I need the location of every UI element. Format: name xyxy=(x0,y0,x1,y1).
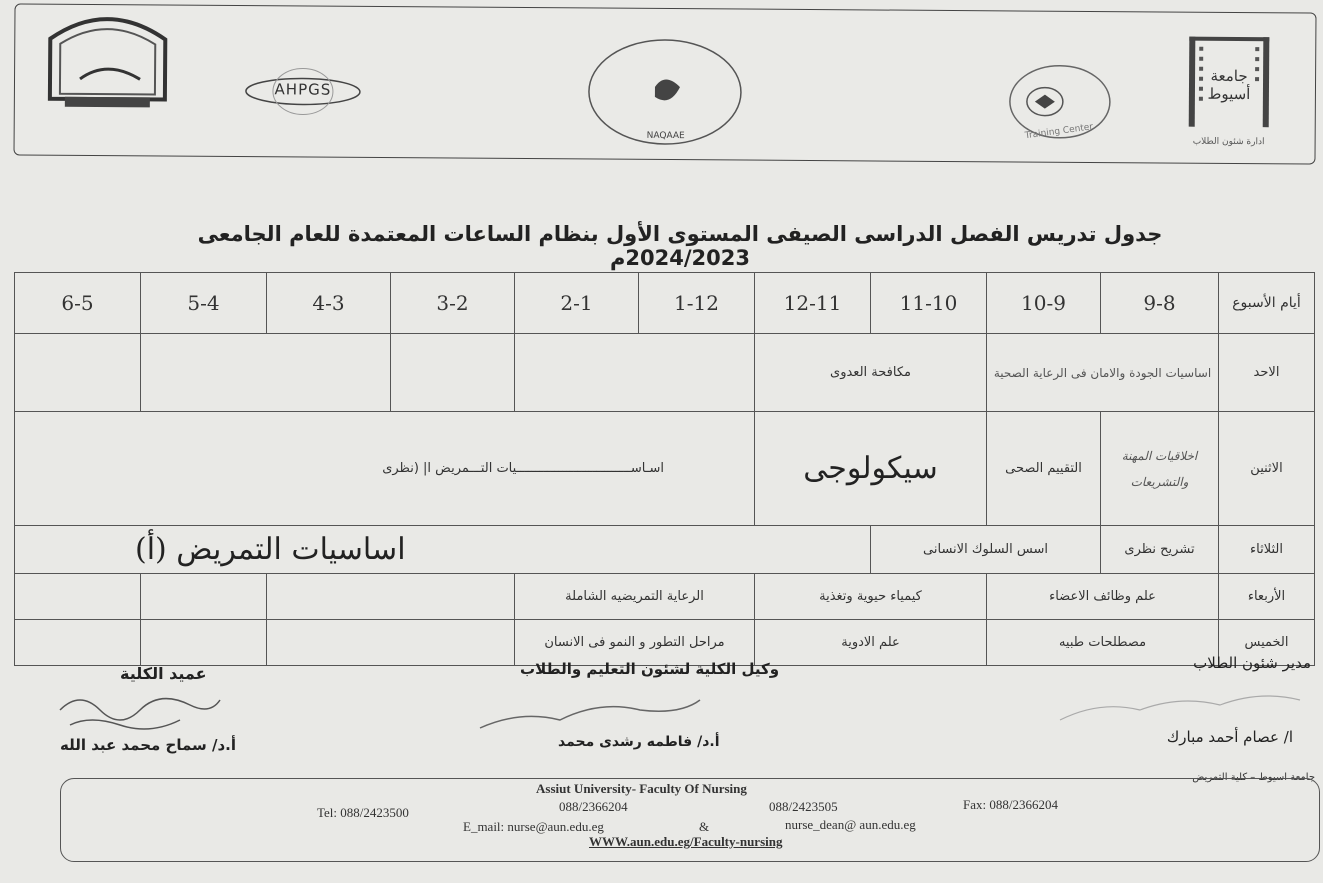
vice-dean-title: وكيل الكلية لشئون التعليم والطلاب xyxy=(520,660,780,678)
logo-university-text: جامعة أسيوط xyxy=(1207,66,1251,104)
course-nursing-fundamentals-a xyxy=(15,526,871,574)
slot-header: 3-2 xyxy=(391,273,515,334)
footer-tel: Tel: 088/2423500 xyxy=(317,805,409,820)
header-logos-box xyxy=(13,3,1316,164)
slot-header: 6-5 xyxy=(15,273,141,334)
course-name: اسـاســــــــــــــــــــــــــــــيات التـــمريض ا| (نظرى xyxy=(382,461,664,476)
slot-header: 9-8 xyxy=(1101,273,1219,334)
empty-cell xyxy=(15,620,141,666)
slot-header: 5-4 xyxy=(141,273,267,334)
empty-cell xyxy=(15,574,141,620)
student-affairs-title: مدير شئون الطلاب xyxy=(1193,654,1311,672)
slot-header: 4-3 xyxy=(267,273,391,334)
naqaae-text: NAQAAE xyxy=(646,130,685,142)
course-quality-safety xyxy=(987,334,1219,412)
row-tuesday xyxy=(15,526,1315,574)
course-psychology xyxy=(755,412,987,526)
empty-cell xyxy=(15,334,141,412)
day-label-sunday: الاحد xyxy=(1219,334,1315,412)
day-label-wednesday: الأربعاء xyxy=(1219,574,1315,620)
row-sunday xyxy=(15,334,1315,412)
course-anatomy: تشريح نظرى xyxy=(1101,526,1219,574)
naqaae-logo xyxy=(585,36,746,147)
footer-website-link[interactable]: WWW.aun.edu.eg/Faculty-nursing xyxy=(589,834,783,849)
course-name: اساسيات التمريض (أ) xyxy=(135,532,406,567)
empty-cell xyxy=(141,574,267,620)
training-center-text: Training Center xyxy=(1024,122,1094,142)
row-monday xyxy=(15,412,1315,526)
signature-scribbles xyxy=(0,680,1323,740)
day-label-monday: الاثنين xyxy=(1219,412,1315,526)
dean-title: عميد الكلية xyxy=(120,664,207,683)
empty-cell xyxy=(141,620,267,666)
row-thursday xyxy=(15,620,1315,666)
footer-phone-3: 088/2423505 xyxy=(769,799,838,814)
footer-amp: & xyxy=(699,819,710,834)
ahpgs-logo xyxy=(243,66,363,117)
footer-arabic-label: جامعة اسيوط – كلية التمريض xyxy=(1192,772,1315,783)
course-human-development: مراحل التطور و النمو فى الانسان xyxy=(515,620,755,666)
course-terminology: مصطلحات طبيه xyxy=(987,620,1219,666)
row-wednesday xyxy=(15,574,1315,620)
empty-cell xyxy=(267,574,515,620)
slot-header: 1-12 xyxy=(639,273,755,334)
dean-name: أ.د/ سماح محمد عبد الله xyxy=(60,736,237,754)
course-biochemistry: كيمياء حيوية وتغذية xyxy=(755,574,987,620)
footer-email-1: E_mail: nurse@aun.edu.eg xyxy=(463,819,604,834)
schedule-table xyxy=(14,272,1315,666)
faculty-seal-logo xyxy=(45,9,171,120)
course-ethics xyxy=(1101,412,1219,526)
course-health-assessment: التقييم الصحى xyxy=(987,412,1101,526)
course-physiology: علم وظائف الاعضاء xyxy=(987,574,1219,620)
table-header-row xyxy=(15,273,1315,334)
vice-dean-name: أ.د/ فاطمه رشدى محمد xyxy=(558,734,720,750)
slot-header: 10-9 xyxy=(987,273,1101,334)
schedule-title: جدول تدريس الفصل الدراسى الصيفى المستوى الأول بنظام الساعات المعتمدة للعام الجامعى 2024/2023م xyxy=(197,222,1163,270)
course-nursing-fundamentals-2 xyxy=(15,412,755,526)
empty-cell xyxy=(391,334,515,412)
assiut-university-logo xyxy=(1169,27,1290,153)
course-human-behavior: اسس السلوك الانسانى xyxy=(871,526,1101,574)
days-column-header: أيام الأسبوع xyxy=(1219,273,1315,334)
footer-fax: Fax: 088/2366204 xyxy=(963,797,1058,812)
day-label-thursday: الخميس xyxy=(1219,620,1315,666)
footer-university: Assiut University- Faculty Of Nursing xyxy=(536,781,747,796)
slot-header: 12-11 xyxy=(755,273,871,334)
course-name: اخلاقيات المهنة والتشريعات xyxy=(1121,448,1198,489)
slot-header: 2-1 xyxy=(515,273,639,334)
course-name: سيكولوجى xyxy=(803,451,938,486)
course-infection-control: مكافحة العدوى xyxy=(755,334,987,412)
slot-header: 11-10 xyxy=(871,273,987,334)
training-center-logo xyxy=(1005,56,1116,147)
course-pharmacology: علم الادوية xyxy=(755,620,987,666)
footer-contact-box xyxy=(60,778,1320,862)
course-holistic-care: الرعاية التمريضيه الشاملة xyxy=(515,574,755,620)
student-affairs-name: ا/ عصام أحمد مبارك xyxy=(1166,728,1293,746)
footer-phone-2: 088/2366204 xyxy=(559,799,628,814)
logo-student-affairs-text: ادارة شئون الطلاب xyxy=(1192,136,1265,148)
course-name: اساسيات الجودة والامان فى الرعاية الصحية xyxy=(993,365,1212,380)
empty-cell xyxy=(267,620,515,666)
ahpgs-text: AHPGS xyxy=(274,80,332,99)
day-label-tuesday: الثلاثاء xyxy=(1219,526,1315,574)
empty-cell xyxy=(141,334,391,412)
footer-email-2: nurse_dean@ aun.edu.eg xyxy=(785,817,916,832)
empty-cell xyxy=(515,334,755,412)
